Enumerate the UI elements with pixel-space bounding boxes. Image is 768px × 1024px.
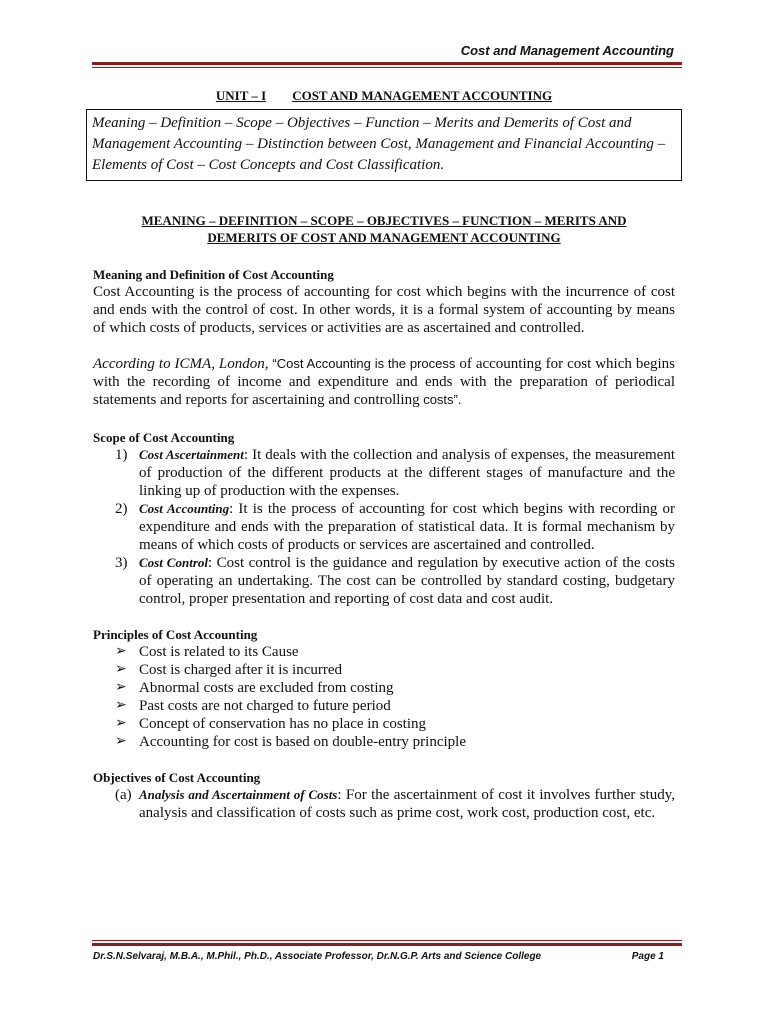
section-heading-line1: MEANING – DEFINITION – SCOPE – OBJECTIVES – FUNCTION – MERITS AND: [141, 213, 627, 228]
list-item: [93, 446, 675, 500]
principle-text: Past costs are not charged to future period: [139, 698, 391, 714]
quote-source: According to ICMA, London,: [93, 356, 269, 372]
principle-text: Abnormal costs are excluded from costing: [139, 680, 394, 696]
arrow-bullet-icon: ➢: [115, 644, 127, 659]
footer-author: Dr.S.N.Selvaraj, M.B.A., M.Phil., Ph.D., Associate Professor, Dr.N.G.P. Arts and Science College: [93, 951, 542, 962]
footer-rule-thin: [92, 940, 682, 941]
icma-definition: [93, 355, 675, 409]
quote-end: costs”.: [419, 392, 462, 407]
running-header-title: Cost and Management Accounting: [460, 43, 674, 58]
list-number: 1): [115, 447, 128, 463]
arrow-bullet-icon: ➢: [115, 698, 127, 713]
meaning-heading: Meaning and Definition of Cost Accounting: [93, 267, 334, 282]
syllabus-box: Meaning – Definition – Scope – Objectives – Function – Merits and Demerits of Cost and Management Accounting – Distinction between Cost, Management and Financial Accounting – Elements of Cost – Cost Concepts and Cost Classification.: [86, 109, 682, 181]
footer-page-number: Page 1: [631, 951, 664, 962]
main-content: [93, 212, 675, 822]
arrow-bullet-icon: ➢: [115, 662, 127, 677]
list-number: 2): [115, 501, 128, 517]
scope-heading: Scope of Cost Accounting: [93, 430, 235, 445]
list-item: [93, 661, 675, 679]
list-item: [93, 554, 675, 608]
footer-rule-thick: [92, 943, 682, 946]
arrow-bullet-icon: ➢: [115, 680, 127, 695]
objective-term: Analysis and Ascertainment of Costs: [139, 787, 338, 802]
arrow-bullet-icon: ➢: [115, 716, 127, 731]
arrow-bullet-icon: ➢: [115, 734, 127, 749]
scope-term: Cost Control: [139, 555, 208, 570]
section-heading-line2: DEMERITS OF COST AND MANAGEMENT ACCOUNTING: [207, 230, 561, 245]
objectives-heading: Objectives of Cost Accounting: [93, 770, 261, 785]
meaning-paragraph: Cost Accounting is the process of accounting for cost which begins with the incurrence of cost and ends with the control of cost. In other words, it is a formal system of accounting by means of which costs of products, services or activities are as ascertained and controlled.: [93, 284, 675, 336]
header-rule-thin: [92, 67, 682, 68]
scope-term: Cost Ascertainment: [139, 447, 244, 462]
list-item: [93, 697, 675, 715]
scope-text: : It deals with the collection and analysis of expenses, the measurement of production of the different products at the different stages of manufacture and the linking up of production with the expenses.: [139, 447, 676, 499]
list-number: (a): [115, 787, 132, 803]
list-item: [93, 786, 675, 822]
quote-rest: of accounting for cost which begins with the recording of income and expenditure and ends with the preparation of periodical statements and reports for ascertaining and controlling: [93, 356, 676, 408]
principle-text: Accounting for cost is based on double-entry principle: [139, 734, 466, 750]
principle-text: Concept of conservation has no place in costing: [139, 716, 427, 732]
principle-text: Cost is charged after it is incurred: [139, 662, 342, 678]
list-number: 3): [115, 555, 128, 571]
scope-text: : Cost control is the guidance and regulation by executive action of the costs of operating an undertaking. The cost can be controlled by standard costing, budgetary control, proper presentation and reporting of cost data and cost audit.: [139, 555, 675, 607]
objective-text: : For the ascertainment of cost it involves further study, analysis and classification of costs such as prime cost, work cost, production cost, etc.: [139, 787, 675, 821]
principles-heading: Principles of Cost Accounting: [93, 627, 258, 642]
principle-text: Cost is related to its Cause: [139, 644, 299, 660]
header-rule-thick: [92, 62, 682, 65]
list-item: [93, 679, 675, 697]
list-item: [93, 715, 675, 733]
quote-open: “Cost Accounting is the process: [268, 356, 456, 371]
list-item: [93, 643, 675, 661]
scope-list: [93, 446, 675, 608]
principles-list: [93, 643, 675, 751]
scope-term: Cost Accounting: [139, 501, 230, 516]
unit-title: [0, 88, 768, 104]
scope-text: : It is the process of accounting for cost which begins with recording or expenditure and ends with the preparation of statistical data. It is formal mechanism by means of which costs of products or services are ascertained and controlled.: [139, 501, 675, 553]
list-item: [93, 500, 675, 554]
list-item: [93, 733, 675, 751]
unit-name: COST AND MANAGEMENT ACCOUNTING: [292, 88, 553, 103]
unit-label: UNIT – I: [215, 88, 267, 103]
